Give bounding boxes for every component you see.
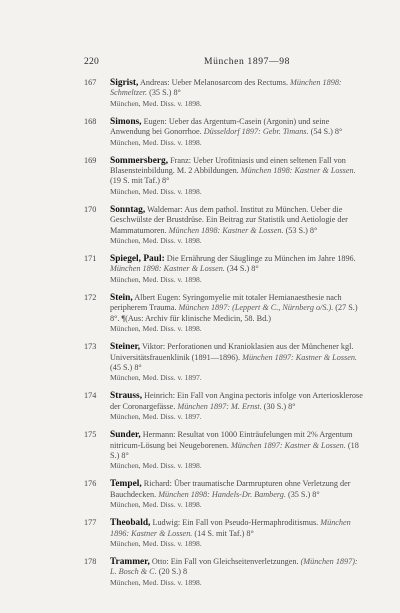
- list-item: [84, 117, 366, 148]
- entry-number: 175: [84, 430, 97, 440]
- entry-body: [110, 205, 366, 246]
- author-name: Strauss,: [110, 391, 143, 402]
- entry-title: Otto: Ein Fall von Gleichseitenverletzungen.: [149, 556, 301, 566]
- dissertation-note: München, Med. Diss. v. 1898.: [110, 137, 202, 147]
- entry-number: 172: [84, 292, 97, 302]
- dissertation-note: München, Med. Diss. v. 1898.: [110, 461, 202, 471]
- list-item: [84, 293, 366, 334]
- entry-details: (35 S.) 8°: [147, 88, 181, 98]
- entry-details: (53 S.) 8°: [283, 225, 318, 235]
- entry-body: [110, 117, 366, 148]
- entry-title: Andreas: Ueber Melanosarcom des Rectums.: [138, 78, 291, 87]
- publication-info: (München 1897): L. Bosch & C.: [110, 556, 358, 577]
- entry-details: (27 S.) 8°. ¶(Aus: Archiv für klinische Medicin, 58. Bd.): [110, 303, 358, 323]
- entry-body: [110, 430, 366, 471]
- list-item: [84, 391, 366, 422]
- entry-body: [110, 254, 366, 285]
- entry-title: Heinrich: Ein Fall von Angina pectoris infolge von Arteriosklerose der Coronargefässe.: [110, 391, 363, 411]
- entry-title: Eugen: Ueber das Argentum-Casein (Argonin) und seine Anwendung bei Gonorrhoe.: [110, 116, 330, 137]
- dissertation-note: München, Med. Diss. v. 1898.: [110, 236, 202, 246]
- entry-details: (54 S.) 8°: [308, 127, 343, 137]
- dissertation-note: München, Med. Diss. v. 1898.: [110, 500, 202, 510]
- entry-body: [110, 156, 366, 197]
- author-name: Sommersberg,: [110, 155, 169, 166]
- entry-details: (20 S.) 8: [156, 567, 188, 577]
- list-item: [84, 430, 366, 471]
- entry-title: Die Ernährung der Säuglinge zu München im Jahre 1896.: [164, 254, 356, 264]
- publication-info: München 1897: M. Ernst.: [177, 401, 262, 411]
- author-name: Theobald,: [110, 518, 151, 529]
- publication-info: München 1898: Kastner & Lossen.: [110, 264, 225, 274]
- bibliography-list: [84, 78, 366, 596]
- publication-info: München 1898: Schmeltzer.: [110, 78, 342, 98]
- entry-number: 168: [84, 116, 97, 126]
- entry-body: [110, 293, 366, 334]
- author-name: Trammer,: [110, 556, 150, 567]
- author-name: Spiegel, Paul:: [110, 254, 165, 265]
- publication-info: München 1896: Kastner & Lossen.: [110, 518, 351, 538]
- entry-number: 176: [84, 479, 97, 489]
- list-item: [84, 156, 366, 197]
- publication-info: München 1897: (Leppert & C., Nürnberg o/S.).: [178, 303, 334, 313]
- entry-number: 178: [84, 556, 97, 566]
- dissertation-note: München, Med. Diss. v. 1898.: [110, 577, 202, 587]
- entry-body: [110, 342, 366, 383]
- list-item: [84, 479, 366, 510]
- page-header: [84, 56, 362, 68]
- entry-title: Franz: Ueber Urofitniasis und einen seltenen Fall von Blasensteinbildung. M. 2 Abbildungen.: [110, 155, 346, 176]
- entry-number: 170: [84, 204, 97, 214]
- entry-body: [110, 518, 366, 549]
- page-number: 220: [84, 56, 99, 67]
- entry-number: 167: [84, 78, 97, 87]
- entry-details: (14 S. mit Taf.) 8°: [192, 528, 254, 538]
- dissertation-note: München, Med. Diss. v. 1898.: [110, 186, 202, 196]
- entry-details: (34 S.) 8°: [224, 264, 259, 274]
- list-item: [84, 342, 366, 383]
- entry-details: (19 S. mit Taf.) 8°: [110, 176, 170, 186]
- publication-info: München 1898: Handels-Dr. Bamberg.: [158, 489, 286, 499]
- entry-body: [110, 557, 366, 588]
- entry-title: Albert Eugen: Syringomyelie mit totaler Hemianaesthesie nach peripherem Trauma.: [110, 292, 342, 313]
- author-name: Tempel,: [110, 479, 142, 490]
- entry-body: [110, 391, 366, 422]
- list-item: [84, 518, 366, 549]
- entry-details: (18 S.) 8°: [110, 440, 359, 460]
- list-item: [84, 78, 366, 109]
- publication-info: München 1898: Kastner & Lossen.: [240, 166, 356, 176]
- entry-body: [110, 479, 366, 510]
- author-name: Simons,: [110, 116, 142, 127]
- publication-info: München 1897: Kastner & Lossen.: [242, 352, 357, 362]
- author-name: Stein,: [110, 292, 133, 303]
- entry-title: Richard: Über traumatische Darmrupturen ohne Verletzung der Bauchdecken.: [110, 479, 351, 499]
- entry-number: 169: [84, 155, 97, 165]
- entry-number: 171: [84, 254, 97, 264]
- entry-title: Ludwig: Ein Fall von Pseudo-Hermaphroditismus.: [150, 518, 321, 528]
- dissertation-note: München, Med. Diss. v. 1897.: [110, 412, 202, 422]
- entry-details: (30 S.) 8°: [261, 401, 296, 411]
- entry-number: 173: [84, 342, 97, 352]
- author-name: Sonntag,: [110, 204, 146, 215]
- entry-body: [110, 78, 366, 109]
- list-item: [84, 254, 366, 285]
- publication-info: München 1897: Kastner & Lossen.: [230, 440, 346, 450]
- author-name: Sigrist,: [110, 78, 139, 88]
- dissertation-note: München, Med. Diss. v. 1897.: [110, 373, 202, 383]
- dissertation-note: München, Med. Diss. v. 1898.: [110, 274, 202, 284]
- dissertation-note: München, Med. Diss. v. 1898.: [110, 324, 202, 334]
- running-title: München 1897—98: [204, 56, 291, 67]
- publication-info: München 1898: Kastner & Lossen.: [168, 225, 284, 235]
- dissertation-note: München, Med. Diss. v. 1898.: [110, 98, 202, 108]
- list-item: [84, 205, 366, 246]
- dissertation-note: München, Med. Diss. v. 1898.: [110, 538, 202, 548]
- author-name: Steiner,: [110, 342, 141, 353]
- publication-info: Düsseldorf 1897: Gebr. Timans.: [203, 127, 309, 137]
- entry-number: 177: [84, 518, 97, 528]
- entry-details: (35 S.) 8°: [285, 489, 320, 499]
- entry-number: 174: [84, 391, 97, 401]
- entry-title: Viktor: Perforationen und Kranioklasien aus der Münchener kgl. Universitätsfrauenklinik (1891—1896).: [110, 342, 354, 362]
- author-name: Sunder,: [110, 430, 141, 441]
- entry-details: (45 S.) 8°: [110, 362, 142, 372]
- entry-title: Waldemar: Aus dem pathol. Institut zu München. Ueber die Geschwülste der Brustdrüse. Ein Beitrag zur Statistik und Aetiologie der Mammatumoren.: [110, 204, 348, 235]
- entry-title: Hermann: Resultat von 1000 Einträufelungen mit 2% Argentum nitricum-Lösung bei Neugeborenen.: [110, 430, 353, 450]
- list-item: [84, 557, 366, 588]
